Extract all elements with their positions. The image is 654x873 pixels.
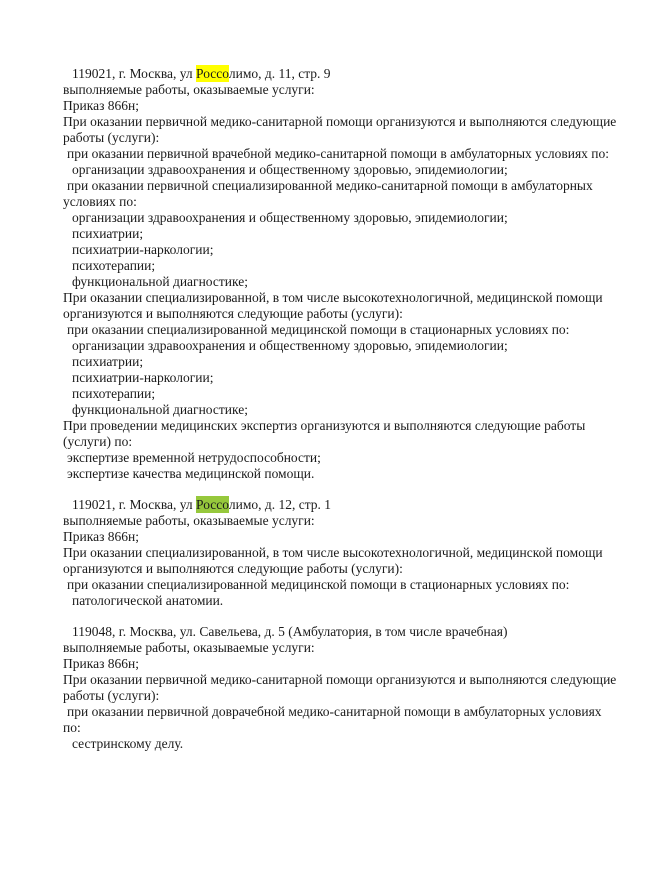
- address-text-pre: 119021, г. Москва, ул: [72, 66, 197, 81]
- text-line: при оказании специализированной медицинской помощи в стационарных условиях по:: [67, 577, 570, 592]
- text-line: организации здравоохранения и общественному здоровью, эпидемиологии;: [72, 162, 508, 177]
- text-line: организации здравоохранения и общественному здоровью, эпидемиологии;: [72, 210, 508, 225]
- text-line: Приказ 866н;: [63, 656, 140, 671]
- text-line: патологической анатомии.: [72, 593, 224, 608]
- text-line: экспертизе качества медицинской помощи.: [67, 466, 315, 481]
- license-location-section-3: [63, 624, 616, 752]
- text-line: При оказании первичной медико-санитарной помощи организуются и выполняются следующие: [63, 672, 617, 687]
- text-line: психиатрии;: [72, 226, 144, 241]
- section-text-lines: [63, 82, 616, 482]
- text-line: функциональной диагностике;: [72, 402, 248, 417]
- text-line: при оказании специализированной медицинской помощи в стационарных условиях по:: [67, 322, 570, 337]
- search-match-highlight-green: Россо: [196, 497, 229, 512]
- text-line: условиях по:: [63, 194, 137, 209]
- text-line: функциональной диагностике;: [72, 274, 248, 289]
- search-match-highlight-yellow: Россо: [196, 66, 229, 81]
- text-line: сестринскому делу.: [72, 736, 184, 751]
- text-line: психотерапии;: [72, 386, 156, 401]
- text-line: При проведении медицинских экспертиз организуются и выполняются следующие работы: [63, 418, 586, 433]
- address-text-post: лимо, д. 11, стр. 9: [228, 66, 331, 81]
- text-line: психиатрии-наркологии;: [72, 242, 214, 257]
- text-line: выполняемые работы, оказываемые услуги:: [63, 640, 315, 655]
- text-line: работы (услуги):: [63, 688, 160, 703]
- text-line: Приказ 866н;: [63, 98, 140, 113]
- text-line: организуются и выполняются следующие работы (услуги):: [63, 561, 403, 576]
- section-text-lines: [63, 513, 616, 609]
- text-line: при оказании первичной доврачебной медико-санитарной помощи в амбулаторных условиях: [67, 704, 602, 719]
- address-text-post: лимо, д. 12, стр. 1: [228, 497, 332, 512]
- license-location-section-1: [63, 66, 616, 482]
- section-text-lines: [63, 640, 616, 752]
- text-line: психиатрии;: [72, 354, 144, 369]
- text-line: экспертизе временной нетрудоспособности;: [67, 450, 321, 465]
- address-text-pre: 119021, г. Москва, ул: [72, 497, 197, 512]
- address-text-pre: 119048, г. Москва, ул. Савельева, д. 5 (Амбулатория, в том числе врачебная): [72, 624, 508, 639]
- text-line: организации здравоохранения и общественному здоровью, эпидемиологии;: [72, 338, 508, 353]
- text-line: психотерапии;: [72, 258, 156, 273]
- text-line: работы (услуги):: [63, 130, 160, 145]
- address-line: [63, 66, 616, 82]
- text-line: психиатрии-наркологии;: [72, 370, 214, 385]
- license-location-section-2: [63, 497, 616, 609]
- text-line: При оказании специализированной, в том числе высокотехнологичной, медицинской помощи: [63, 545, 603, 560]
- text-line: организуются и выполняются следующие работы (услуги):: [63, 306, 403, 321]
- text-line: по:: [63, 720, 81, 735]
- text-line: при оказании первичной врачебной медико-санитарной помощи в амбулаторных условиях по:: [67, 146, 610, 161]
- text-line: выполняемые работы, оказываемые услуги:: [63, 513, 315, 528]
- text-line: Приказ 866н;: [63, 529, 140, 544]
- text-line: выполняемые работы, оказываемые услуги:: [63, 82, 315, 97]
- text-line: при оказании первичной специализированной медико-санитарной помощи в амбулаторных: [67, 178, 593, 193]
- text-line: (услуги) по:: [63, 434, 133, 449]
- address-line: [63, 497, 616, 513]
- text-line: При оказании специализированной, в том числе высокотехнологичной, медицинской помощи: [63, 290, 603, 305]
- text-line: При оказании первичной медико-санитарной помощи организуются и выполняются следующие: [63, 114, 617, 129]
- address-line: [63, 624, 616, 640]
